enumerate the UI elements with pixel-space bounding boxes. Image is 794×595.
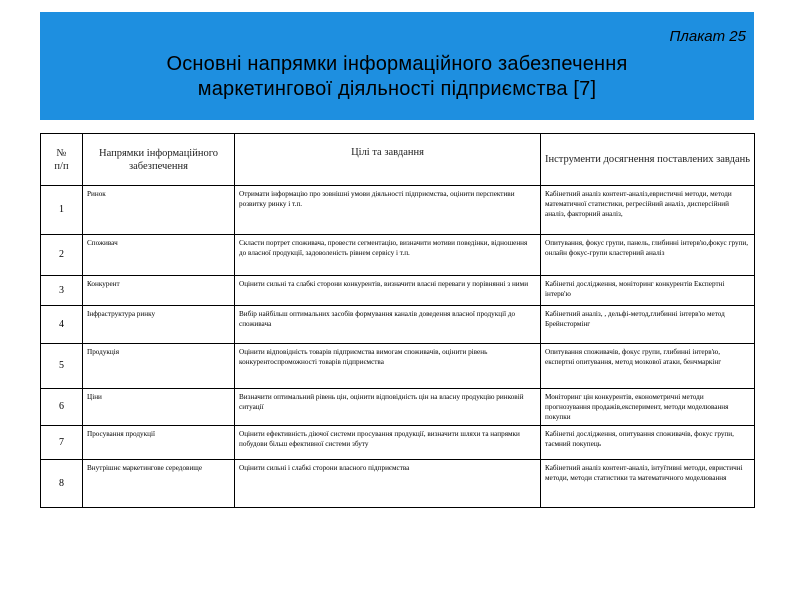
poster-number: Плакат 25 <box>669 28 746 45</box>
table-row <box>41 426 755 460</box>
row-number: 8 <box>41 460 83 508</box>
row-direction: Конкурент <box>83 276 235 306</box>
page-title-line-2: маркетингової діяльності підприємства [7] <box>197 78 597 100</box>
table-row <box>41 186 755 235</box>
row-number: 2 <box>41 235 83 276</box>
row-direction: Просування продукції <box>83 426 235 460</box>
row-tools: Опитування споживачів, фокус групи, глибинні інтерв'ю, експертні опитування, метод мозкової атаки, бенчмаркінг <box>541 344 755 389</box>
row-direction: Внутрішнє маркетингове середовище <box>83 460 235 508</box>
row-goals: Вибір найбільш оптимальних засобів формування каналів доведення власної продукції до споживача <box>235 306 541 344</box>
row-tools: Моніторинг цін конкурентів, економетричні методи прогнозування продажів,експеримент, методи моделювання покупки <box>541 389 755 426</box>
table-row <box>41 344 755 389</box>
page-title-line-1: Основні напрямки інформаційного забезпечення <box>166 53 628 75</box>
row-number: 4 <box>41 306 83 344</box>
page-title <box>40 52 754 102</box>
table-row <box>41 306 755 344</box>
row-tools: Кабінетні дослідження, опитування споживачів, фокус групи, таємний покупець <box>541 426 755 460</box>
row-direction: Споживач <box>83 235 235 276</box>
table-row <box>41 235 755 276</box>
header-direction: Напрямки інформаційного забезпечення <box>83 134 235 186</box>
row-goals: Оцінити сильні і слабкі сторони власного підприємства <box>235 460 541 508</box>
row-goals: Оцінити відповідність товарів підприємства вимогам споживачів, оцінити рівень конкурентоспроможності товарів підприємства <box>235 344 541 389</box>
header-tools: Інструменти досягнення поставлених завдань <box>541 134 755 186</box>
header-goals: Цілі та завдання <box>235 134 541 186</box>
row-direction: Продукція <box>83 344 235 389</box>
row-tools: Кабінетний аналіз контент-аналіз,евристичні методи, методи математичної статистики, регресійний аналіз, дисперсійний аналіз, факторний аналіз, <box>541 186 755 235</box>
table-row <box>41 276 755 306</box>
row-goals: Оцінити ефективність діючої системи просування продукції, визначити шляхи та напрямки побудови більш ефективної системи збуту <box>235 426 541 460</box>
row-goals: Скласти портрет споживача, провести сегментацію, визначити мотиви поведінки, відношення до власної продукції, задоволеність рівнем сервісу і т.п. <box>235 235 541 276</box>
row-goals: Оцінити сильні та слабкі сторони конкурентів, визначити власні переваги у порівнянні з ними <box>235 276 541 306</box>
row-tools: Кабінетний аналіз, , дельфі-метод,глибинні інтерв'ю метод Брейнстормінг <box>541 306 755 344</box>
header-num-line-1: № <box>56 147 67 159</box>
row-direction: Ринок <box>83 186 235 235</box>
row-number: 6 <box>41 389 83 426</box>
row-tools: Опитування, фокус групи, панель, глибинні інтерв'ю,фокус групи, онлайн фокус-групи кластерний аналіз <box>541 235 755 276</box>
row-number: 3 <box>41 276 83 306</box>
table-header-row <box>41 134 755 186</box>
directions-table <box>40 133 755 508</box>
row-goals: Визначити оптимальний рівень цін, оцінити відповідність цін на власну продукцію ринковій ситуації <box>235 389 541 426</box>
header-num <box>41 134 83 186</box>
row-goals: Отримати інформацію про зовнішні умови діяльності підприємства, оцінити перспективи розвитку ринку і т.п. <box>235 186 541 235</box>
row-tools: Кабінетний аналіз контент-аналіз, інтуїтивні методи, евристичні методи, методи статистики та математичного моделювання <box>541 460 755 508</box>
row-number: 7 <box>41 426 83 460</box>
row-number: 1 <box>41 186 83 235</box>
title-banner <box>40 12 754 120</box>
row-tools: Кабінетні дослідження, моніторинг конкурентів Експертні інтерв'ю <box>541 276 755 306</box>
row-number: 5 <box>41 344 83 389</box>
table-row <box>41 389 755 426</box>
row-direction: Інфраструктура ринку <box>83 306 235 344</box>
header-num-line-2: п/п <box>54 160 69 172</box>
row-direction: Ціни <box>83 389 235 426</box>
table-row <box>41 460 755 508</box>
